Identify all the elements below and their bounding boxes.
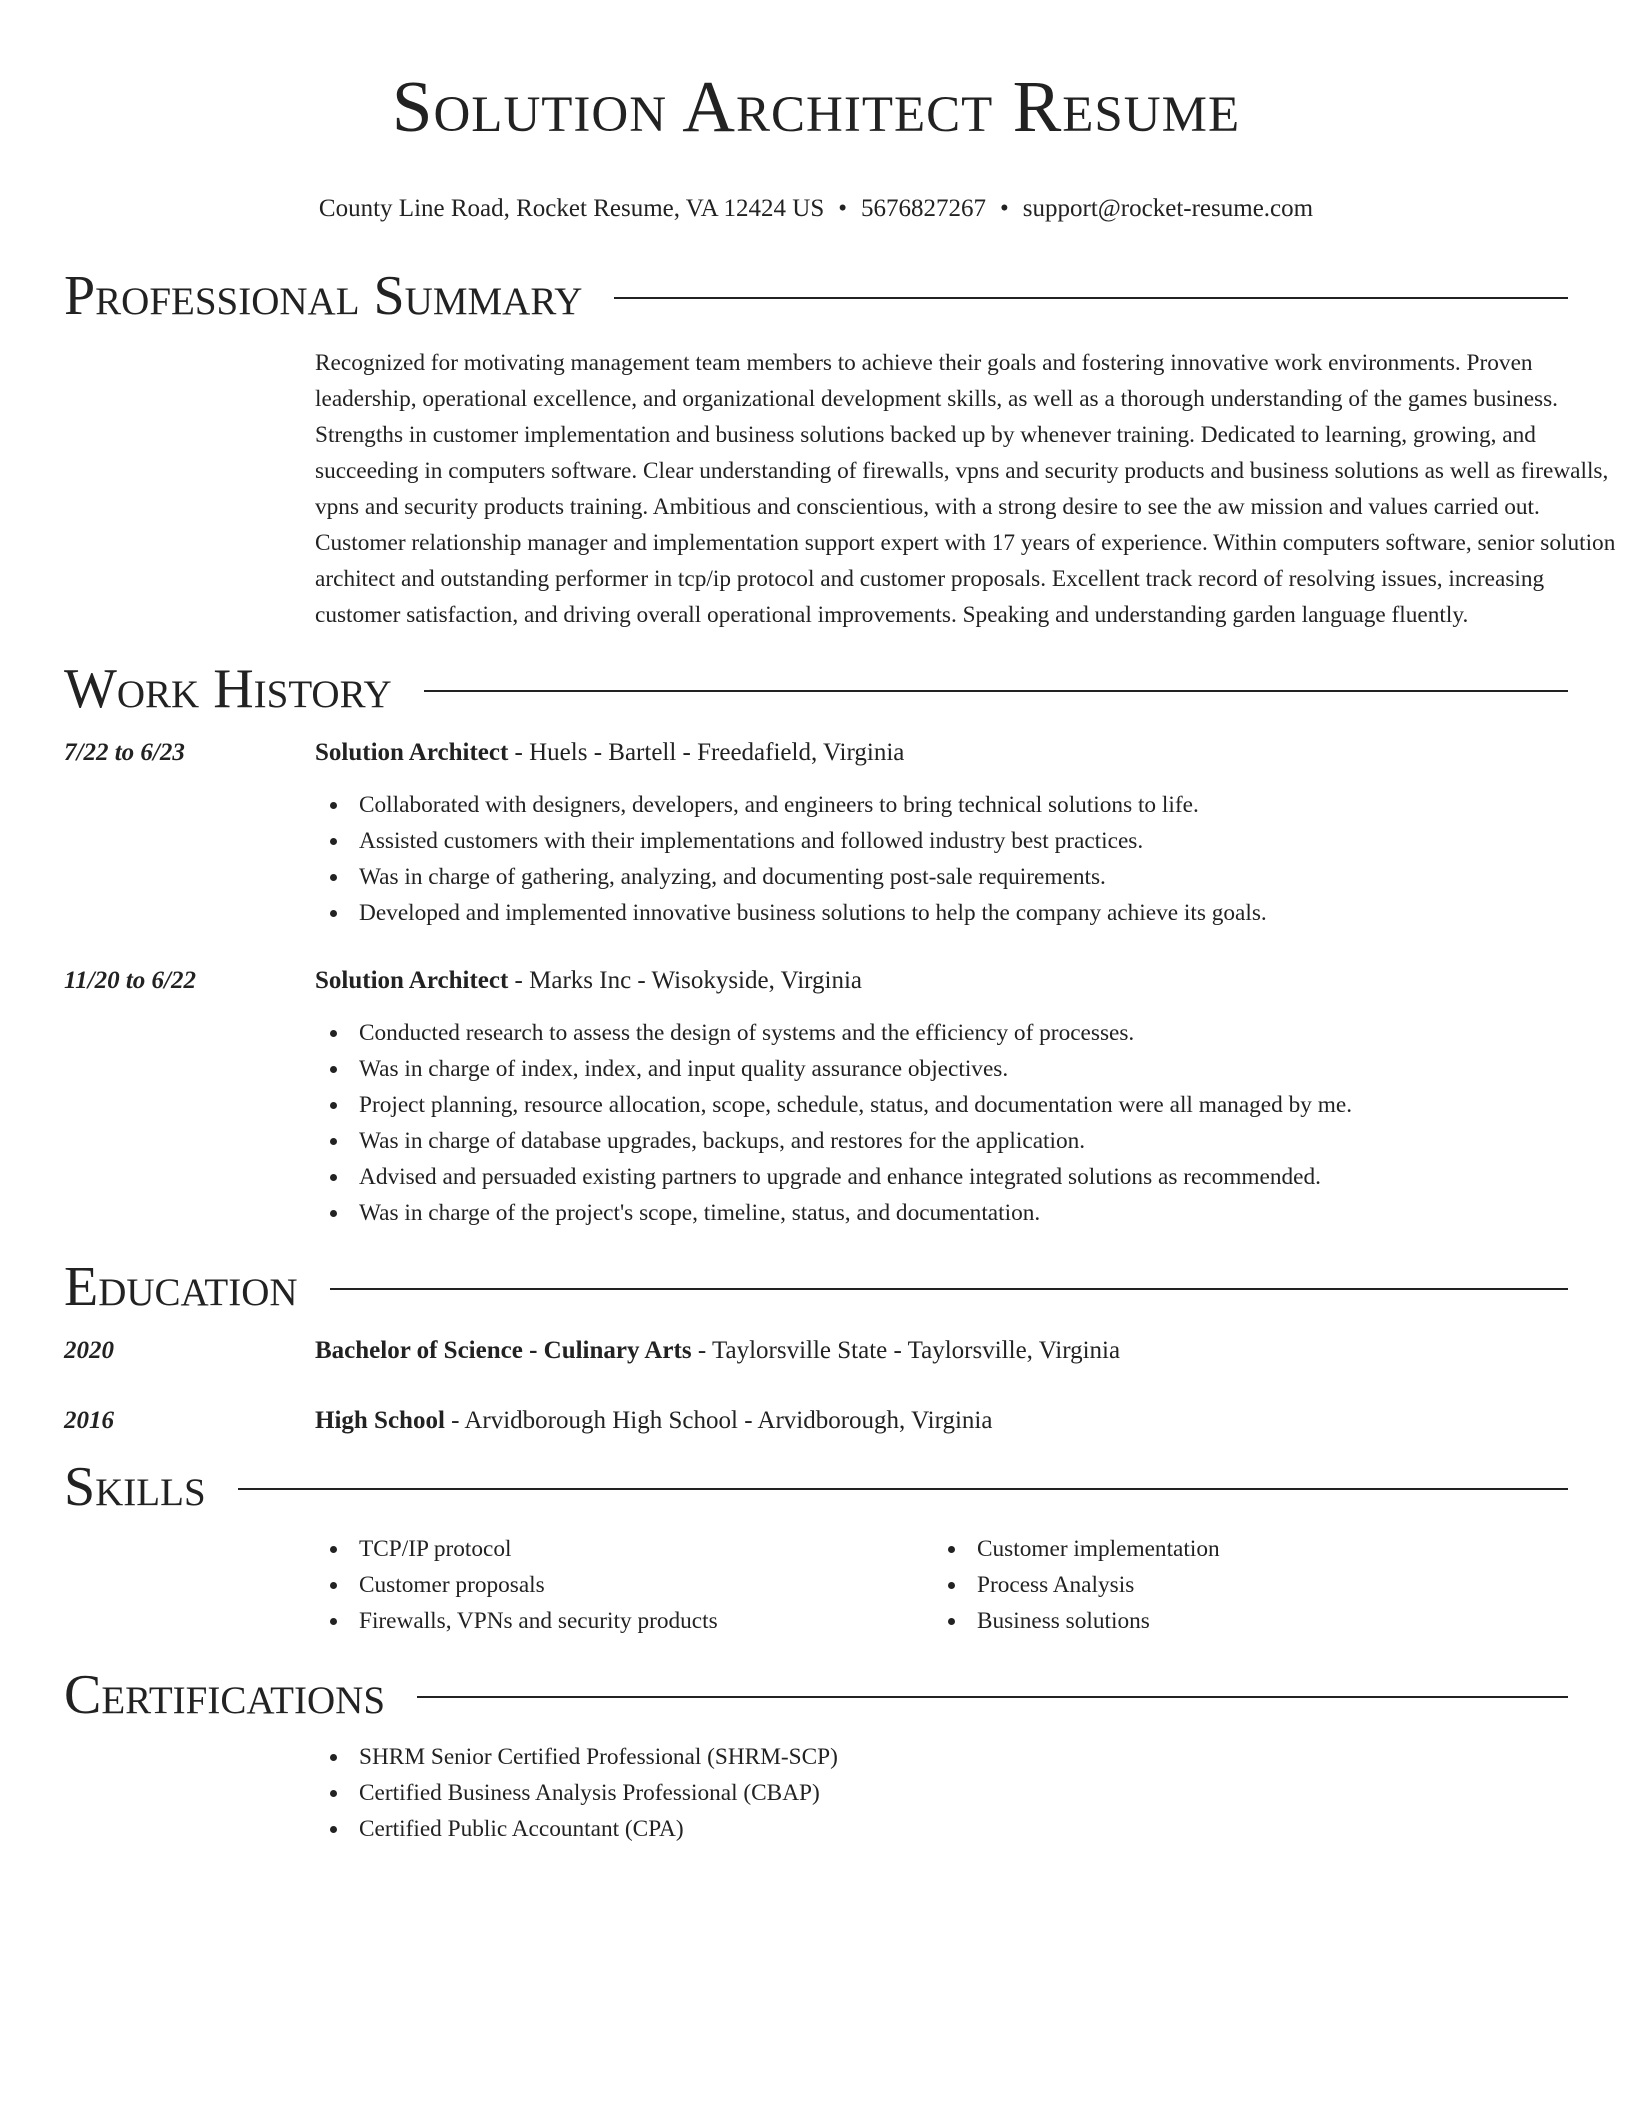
job-header: [64, 737, 1568, 769]
skills-column-left: [315, 1531, 933, 1639]
education-entry: [64, 1405, 1568, 1437]
list-item: Assisted customers with their implementations and followed industry best practices.: [315, 823, 1568, 859]
job-title: Solution Architect: [315, 739, 509, 766]
job-details: - Marks Inc - Wisokyside, Virginia: [508, 967, 862, 994]
contact-email: support@rocket-resume.com: [1022, 195, 1314, 222]
section-title-certifications: Certifications: [64, 1664, 386, 1726]
skills-list: [315, 1531, 1568, 1639]
section-header-certifications: [64, 1665, 1568, 1725]
certification-item: Certified Public Accountant (CPA): [315, 1811, 1568, 1847]
job-details: - Huels - Bartell - Freedafield, Virginia: [508, 739, 905, 766]
education-degree: High School: [315, 1407, 445, 1434]
section-header-summary: [64, 266, 1568, 326]
section-title-education: Education: [64, 1256, 298, 1318]
job-entry: [64, 965, 1568, 1231]
certification-item: SHRM Senior Certified Professional (SHRM-SCP): [315, 1739, 1568, 1775]
education-details: - Taylorsville State - Taylorsville, Virginia: [691, 1337, 1121, 1364]
education-details: - Arvidborough High School - Arvidborough, Virginia: [444, 1407, 993, 1434]
contact-phone: 5676827267: [861, 195, 987, 222]
education-entry: [64, 1335, 1568, 1367]
list-item: Was in charge of index, index, and input quality assurance objectives.: [315, 1051, 1568, 1087]
resume-title: Solution Architect Resume: [391, 66, 1241, 147]
skill-item: Process Analysis: [933, 1567, 1551, 1603]
education-info: [315, 1405, 1568, 1437]
job-bullets: [315, 1015, 1568, 1231]
skill-item: Business solutions: [933, 1603, 1551, 1639]
certifications-list: [315, 1739, 1568, 1847]
section-divider: [330, 1288, 1568, 1290]
section-header-education: [64, 1257, 1568, 1317]
section-divider: [424, 690, 1568, 692]
contact-address: County Line Road, Rocket Resume, VA 12424 US: [318, 195, 825, 222]
contact-separator: •: [838, 195, 848, 222]
job-info: [315, 737, 1568, 769]
education-year: 2020: [64, 1337, 114, 1364]
contact-separator: •: [1000, 195, 1009, 222]
section-header-skills: [64, 1457, 1568, 1517]
job-dates: 11/20 to 6/22: [64, 967, 196, 994]
section-title-work: Work History: [64, 658, 392, 720]
job-title: Solution Architect: [315, 967, 509, 994]
list-item: Was in charge of gathering, analyzing, and documenting post-sale requirements.: [315, 859, 1568, 895]
list-item: Advised and persuaded existing partners to upgrade and enhance integrated solutions as recommended.: [315, 1159, 1568, 1195]
job-dates: 7/22 to 6/23: [64, 739, 185, 766]
list-item: Collaborated with designers, developers, and engineers to bring technical solutions to life.: [315, 787, 1568, 823]
job-info: [315, 965, 1568, 997]
section-header-work: [64, 659, 1568, 719]
skill-item: Customer proposals: [315, 1567, 933, 1603]
education-info: [315, 1335, 1568, 1367]
job-header: [64, 965, 1568, 997]
education-degree: Bachelor of Science - Culinary Arts: [315, 1337, 692, 1364]
list-item: Developed and implemented innovative business solutions to help the company achieve its goals.: [315, 895, 1568, 931]
skill-item: Firewalls, VPNs and security products: [315, 1603, 933, 1639]
list-item: Conducted research to assess the design of systems and the efficiency of processes.: [315, 1015, 1568, 1051]
list-item: Was in charge of database upgrades, backups, and restores for the application.: [315, 1123, 1568, 1159]
section-divider: [417, 1696, 1568, 1698]
section-title-summary: Professional Summary: [64, 265, 583, 327]
section-divider: [614, 297, 1568, 299]
summary-text: Recognized for motivating management team members to achieve their goals and fostering innovative work environments. Proven leadership, operational excellence, and organizational development skills, as well as a thorough understanding of the games business. Strengths in customer implementation and business solutions backed up by whenever training. Dedicated to learning, growing, and succeeding in computers software. Clear understanding of firewalls, vpns and security products and business solutions as well as firewalls, vpns and security products training. Ambitious and conscientious, with a strong desire to see the aw mission and values carried out. Customer relationship manager and implementation support expert with 17 years of experience. Within computers software, senior solution architect and outstanding performer in tcp/ip protocol and customer proposals. Excellent track record of resolving issues, increasing customer satisfaction, and driving overall operational improvements. Speaking and understanding garden language fluently.: [315, 350, 1616, 628]
skill-item: Customer implementation: [933, 1531, 1551, 1567]
section-title-skills: Skills: [64, 1456, 206, 1518]
section-divider: [238, 1488, 1568, 1490]
contact-line: [64, 194, 1568, 224]
certification-item: Certified Business Analysis Professional (CBAP): [315, 1775, 1568, 1811]
education-year: 2016: [64, 1407, 114, 1434]
job-entry: [64, 737, 1568, 931]
skill-item: TCP/IP protocol: [315, 1531, 933, 1567]
skills-column-right: [933, 1531, 1551, 1639]
list-item: Project planning, resource allocation, scope, schedule, status, and documentation were all managed by me.: [315, 1087, 1568, 1123]
job-bullets: [315, 787, 1568, 931]
list-item: Was in charge of the project's scope, timeline, status, and documentation.: [315, 1195, 1568, 1231]
